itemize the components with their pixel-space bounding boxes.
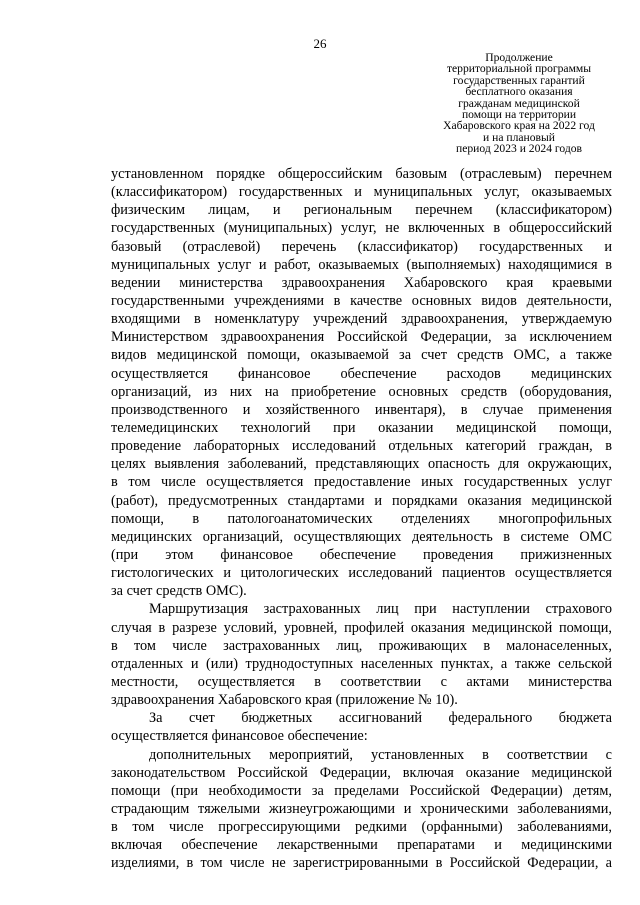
text-line: в том числе осуществляется предоставление иных государственных услуг [111,474,612,491]
text-line: Министерством здравоохранения Российской Федерации, за исключением [111,329,612,346]
text-line: базовый (отраслевой) перечень (классификатор) государственных и [111,238,612,255]
text-line: гистологических и цитологических исследований пациентов осуществляется [111,565,612,582]
text-line: (работ), предусмотренных стандартами и порядками оказания медицинской [111,492,612,509]
text-line: случая в разрезе условий, уровней, профилей оказания медицинской помощи, [111,619,612,636]
header-note-line: Хабаровского края на 2022 год [443,119,595,133]
header-note-line: территориальной программы [446,62,592,76]
text-line: производственного и хозяйственного инвентаря), в случае применения [111,401,612,418]
header-note-line: период 2023 и 2024 годов [456,142,582,156]
text-line: целях выявления заболеваний, представляющих опасность для окружающих, [111,456,612,473]
text-line: организаций, из них на приобретение основных средств (оборудования, [111,383,612,400]
text-line: дополнительных мероприятий, установленных в соответствии с [149,746,612,763]
header-note-line: и на плановый [483,130,555,144]
header-note-line: гражданам медицинской [458,96,580,110]
text-line: страдающим тяжелыми жизнеугрожающими и хроническими заболеваниями, [111,800,612,817]
header-note-line: бесплатного оказания [465,85,573,99]
text-line: изделиями, в том числе не зарегистрированными в Российской Федерации, а [111,855,612,872]
text-line: помощи (при необходимости за пределами Российской Федерации) детям, [111,782,612,799]
text-line: видов медицинской помощи, оказываемой за счет средств ОМС, а также [111,347,612,364]
text-line: За счет бюджетных ассигнований федерального бюджета [149,710,612,727]
text-line: Маршрутизация застрахованных лиц при наступлении страхового [149,601,612,618]
text-line: государственных (муниципальных) услуг, не включенных в общероссийский [111,220,612,237]
body-text [111,165,612,872]
text-line: муниципальных услуг и работ, оказываемых (выполняемых) находящимися в [111,256,612,273]
text-line: в том числе прогрессирующими редкими (орфанными) заболеваниями, [111,819,612,836]
text-line: установленном порядке общероссийским базовым (отраслевым) перечнем [111,166,612,182]
text-line: в том числе застрахованных лиц, проживающих в малонаселенных, [111,637,612,654]
text-line: (классификатором) государственных и муниципальных услуг, оказываемых [111,184,612,201]
header-note-line: Продолжение [485,51,553,64]
text-line: ведении министерства здравоохранения Хабаровского края краевыми [111,274,612,291]
page-number: 26 [313,36,327,51]
header-note-line: помощи на территории [461,108,577,122]
text-line: физическим лицам, и региональным перечнем (классификатором) [111,202,612,219]
text-line: отдаленных и (или) труднодоступных населенных пунктах, а также сельской [111,655,612,672]
text-line: местности, осуществляется в соответствии с актами министерства [111,673,612,690]
text-line: телемедицинских технологий при оказании медицинской помощи, [111,419,612,436]
text-line: за счет средств ОМС). [111,583,247,600]
text-line: (при этом финансовое обеспечение проведения прижизненных [111,546,612,563]
text-line: проведение лабораторных исследований отдельных категорий граждан, в [111,438,612,455]
text-line: осуществляется финансовое обеспечение: [111,728,368,745]
header-note-line: государственных гарантий [453,73,585,87]
text-line: входящими в номенклатуру учреждений здравоохранения, утверждаемую [111,311,612,328]
text-line: законодательством Российской Федерации, включая оказание медицинской [111,764,612,781]
text-line: государственными учреждениями в качестве основных видов деятельности, [111,292,612,309]
header-note [416,52,622,155]
text-line: включая обеспечение лекарственными препаратами и медицинскими [111,837,612,854]
text-line: медицинских организаций, осуществляющих деятельность в системе ОМС [111,528,612,545]
text-line: осуществляется финансовое обеспечение расходов медицинских [111,365,612,382]
text-line: здравоохранения Хабаровского края (приложение № 10). [111,692,458,709]
text-line: помощи, в патологоанатомических отделениях многопрофильных [111,510,612,527]
